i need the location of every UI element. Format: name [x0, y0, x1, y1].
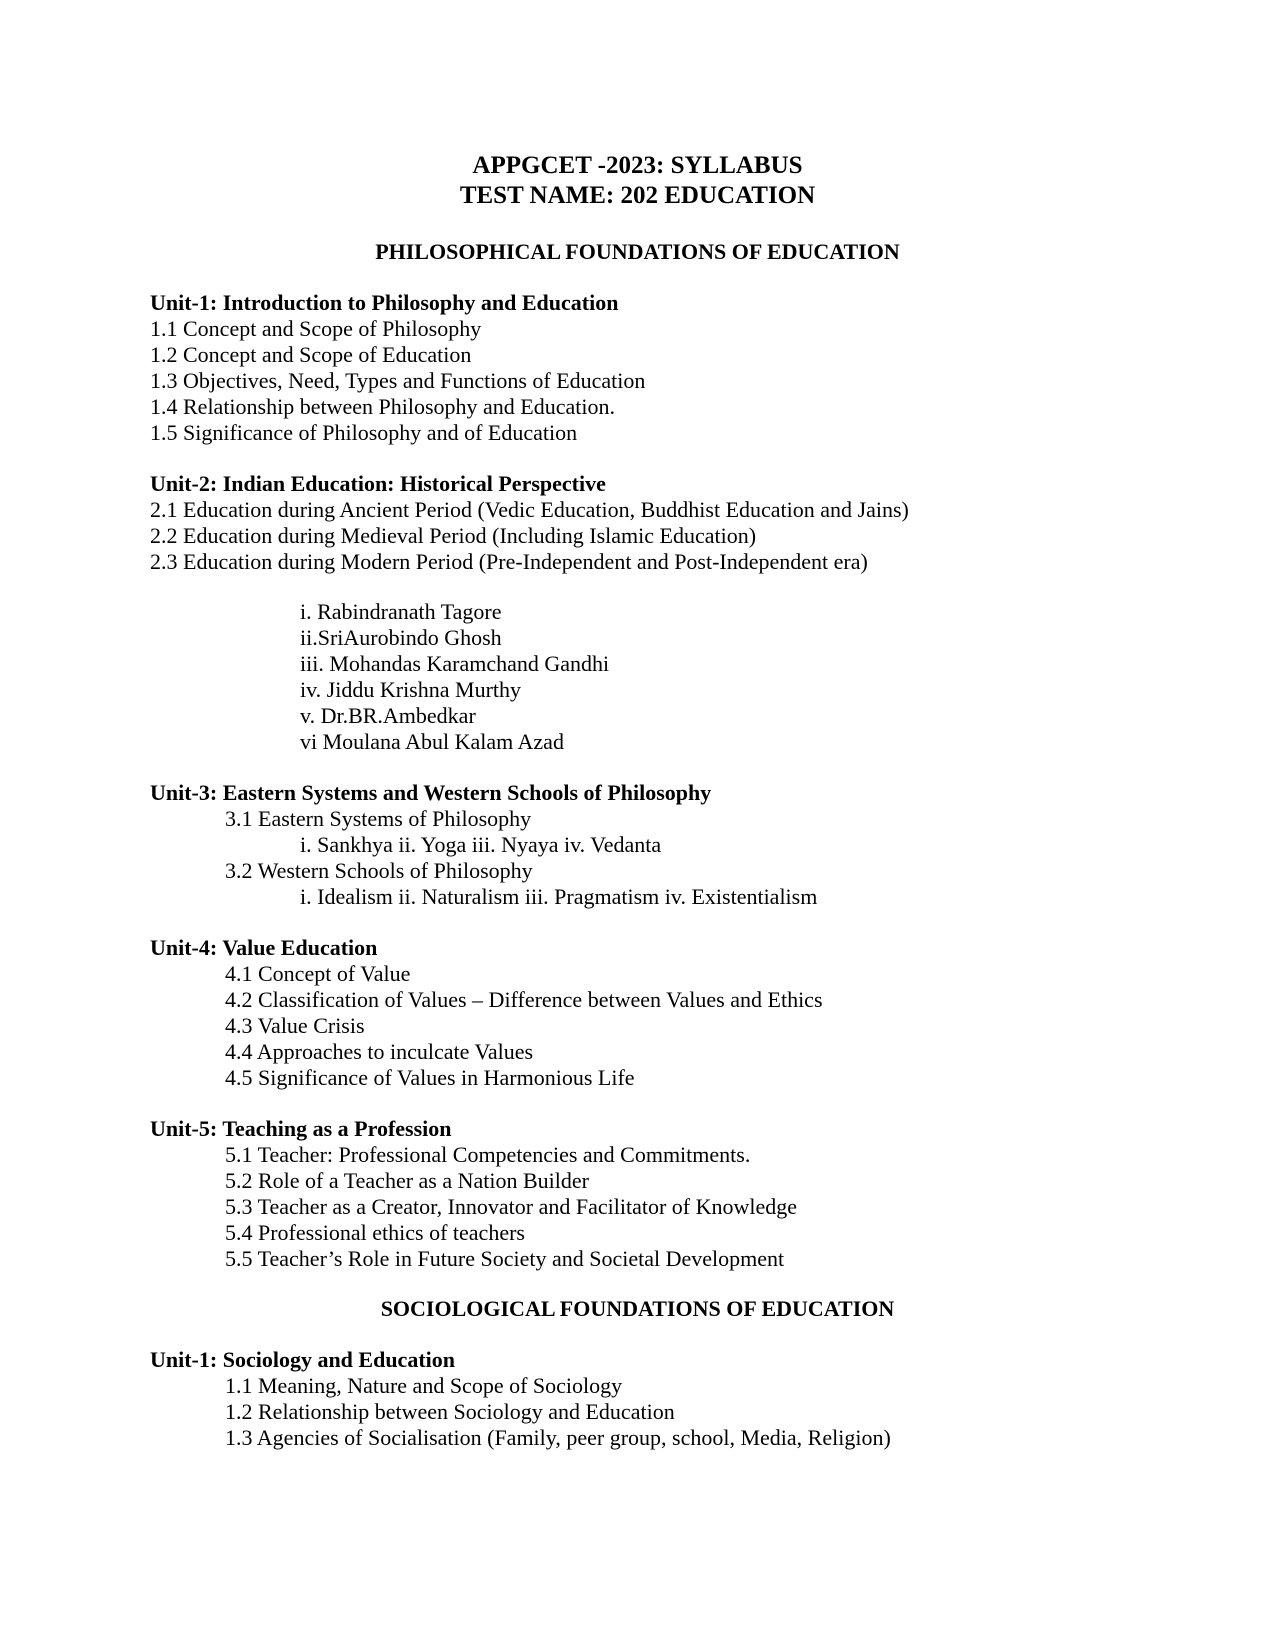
unit-heading: Unit-1: Sociology and Education — [150, 1347, 455, 1372]
thinker-item: ii.SriAurobindo Ghosh — [300, 625, 502, 650]
topic-item: 1.2 Relationship between Sociology and Education — [225, 1399, 675, 1424]
unit-heading: Unit-2: Indian Education: Historical Perspective — [150, 471, 606, 496]
topic-item: 1.1 Concept and Scope of Philosophy — [150, 316, 482, 341]
topic-item: 1.4 Relationship between Philosophy and Education. — [150, 394, 615, 419]
topic-item: 5.2 Role of a Teacher as a Nation Builder — [225, 1168, 589, 1193]
topic-item: 4.3 Value Crisis — [225, 1013, 365, 1038]
topic-item: 5.3 Teacher as a Creator, Innovator and Facilitator of Knowledge — [225, 1194, 798, 1219]
unit-heading: Unit-1: Introduction to Philosophy and Education — [150, 290, 619, 315]
topic-item: 2.2 Education during Medieval Period (Including Islamic Education) — [150, 523, 757, 548]
topic-item: 5.5 Teacher’s Role in Future Society and Societal Development — [225, 1246, 785, 1271]
topic-item: 4.1 Concept of Value — [225, 961, 411, 986]
topic-item: 3.2 Western Schools of Philosophy — [225, 858, 533, 883]
topic-item: 4.4 Approaches to inculcate Values — [225, 1039, 534, 1064]
thinker-item: v. Dr.BR.Ambedkar — [300, 703, 476, 728]
thinker-item: i. Rabindranath Tagore — [300, 599, 502, 624]
test-name: TEST NAME: 202 EDUCATION — [459, 182, 816, 209]
unit-heading: Unit-5: Teaching as a Profession — [150, 1116, 452, 1141]
sub-topic-item: i. Sankhya ii. Yoga iii. Nyaya iv. Vedanta — [300, 832, 662, 857]
topic-item: 3.1 Eastern Systems of Philosophy — [225, 806, 532, 831]
topic-item: 2.1 Education during Ancient Period (Vedic Education, Buddhist Education and Jains) — [150, 497, 909, 522]
section-heading-sociological: SOCIOLOGICAL FOUNDATIONS OF EDUCATION — [380, 1296, 895, 1321]
topic-item: 2.3 Education during Modern Period (Pre-Independent and Post-Independent era) — [150, 549, 868, 574]
unit-heading: Unit-4: Value Education — [150, 935, 378, 960]
thinker-item: iv. Jiddu Krishna Murthy — [300, 677, 522, 702]
topic-item: 1.3 Objectives, Need, Types and Functions of Education — [150, 368, 646, 393]
unit-heading: Unit-3: Eastern Systems and Western Schools of Philosophy — [150, 780, 712, 805]
topic-item: 1.3 Agencies of Socialisation (Family, peer group, school, Media, Religion) — [225, 1425, 891, 1450]
sub-topic-item: i. Idealism ii. Naturalism iii. Pragmatism iv. Existentialism — [300, 884, 818, 909]
thinker-item: vi Moulana Abul Kalam Azad — [300, 729, 564, 754]
section-heading-philosophical: PHILOSOPHICAL FOUNDATIONS OF EDUCATION — [375, 239, 900, 264]
thinker-item: iii. Mohandas Karamchand Gandhi — [300, 651, 610, 676]
topic-item: 5.4 Professional ethics of teachers — [225, 1220, 525, 1245]
topic-item: 4.5 Significance of Values in Harmonious Life — [225, 1065, 635, 1090]
topic-item: 1.5 Significance of Philosophy and of Education — [150, 420, 578, 445]
topic-item: 1.2 Concept and Scope of Education — [150, 342, 472, 367]
topic-item: 5.1 Teacher: Professional Competencies and Commitments. — [225, 1142, 751, 1167]
topic-item: 4.2 Classification of Values – Difference between Values and Ethics — [225, 987, 823, 1012]
document-title: APPGCET -2023: SYLLABUS — [472, 152, 803, 179]
topic-item: 1.1 Meaning, Nature and Scope of Sociology — [225, 1373, 623, 1398]
